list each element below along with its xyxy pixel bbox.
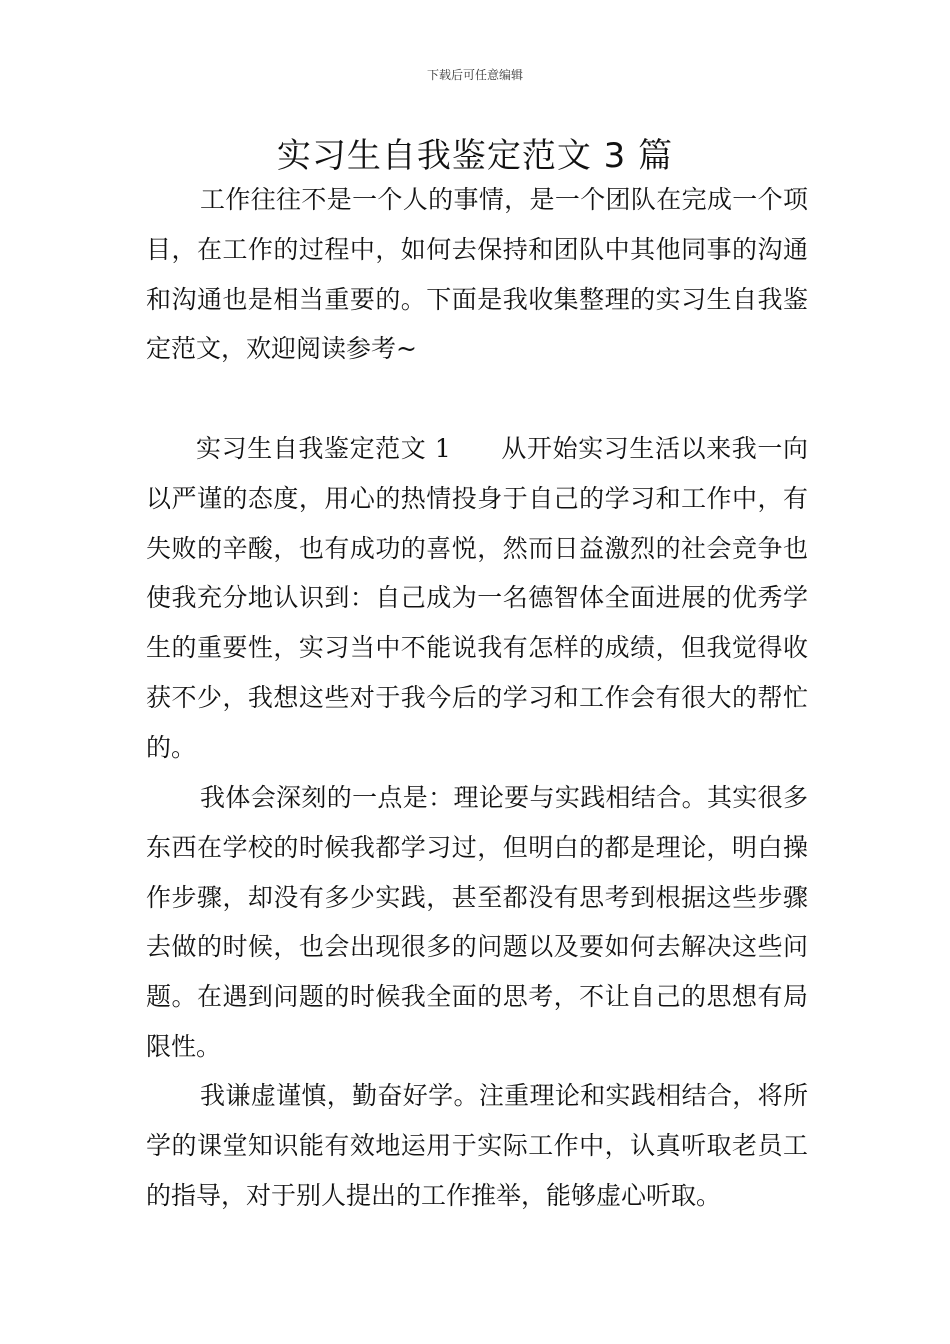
section-gap (451, 434, 501, 463)
paragraph-one-text: 从开始实习生活以来我一向以严谨的态度，用心的热情投身于自己的学习和工作中，有失败的辛酸，也有成功的喜悦，然而日益激烈的社会竞争也使我充分地认识到：自己成为一名德智体全面进展的优秀学生的重要性，实习当中不能说我有怎样的成绩，但我觉得收获不少，我想这些对于我今后的学习和工作会有很大的帮忙的。 (146, 434, 808, 762)
intro-paragraph: 工作往往不是一个人的事情，是一个团队在完成一个项目，在工作的过程中，如何去保持和团队中其他同事的沟通和沟通也是相当重要的。下面是我收集整理的实习生自我鉴定范文，欢迎阅读参考~ (146, 185, 808, 364)
section-one-paragraph (146, 424, 808, 773)
section-heading: 实习生自我鉴定范文 1 (196, 434, 451, 463)
page-header-note: 下载后可任意编辑 (426, 68, 523, 82)
paragraph-three: 我谦虚谨慎，勤奋好学。注重理论和实践相结合，将所学的课堂知识能有效地运用于实际工作中，认真听取老员工的指导，对于别人提出的工作推举，能够虚心听取。 (146, 1081, 808, 1210)
paragraph-two: 我体会深刻的一点是：理论要与实践相结合。其实很多东西在学校的时候我都学习过，但明白的都是理论，明白操作步骤，却没有多少实践，甚至都没有思考到根据这些步骤去做的时候，也会出现很多的问题以及要如何去解决这些问题。在遇到问题的时候我全面的思考，不让自己的思想有局限性。 (146, 783, 808, 1061)
document-title: 实习生自我鉴定范文 3 篇 (276, 136, 674, 176)
